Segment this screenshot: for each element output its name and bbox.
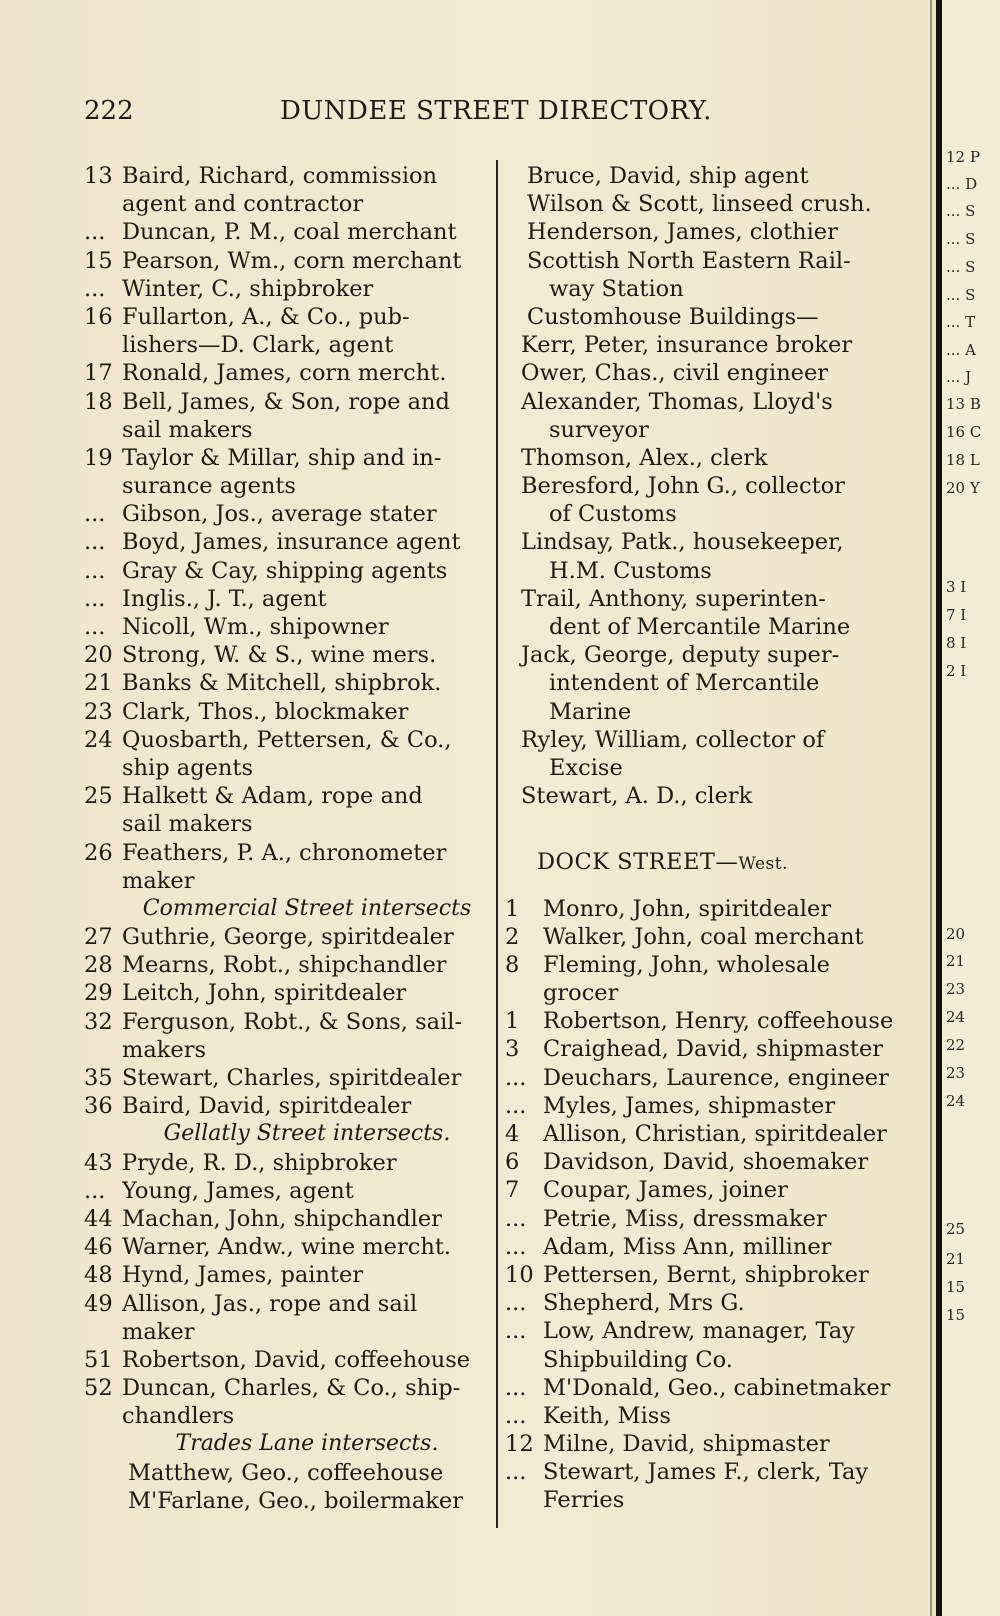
entry-text: Mearns, Robt., shipchandler [122,952,447,979]
entry-line [505,979,905,1007]
entry-text: Feathers, P. A., chronometer [122,839,447,866]
entry-text: Lindsay, Patk., housekeeper, [521,529,844,556]
entry-text: Stewart, James F., clerk, Tay [543,1459,869,1486]
entry-text: grocer [543,980,619,1007]
street-number: ... [84,614,106,640]
entry-line [505,726,905,754]
street-number: ... [84,585,106,612]
entry-text: Warner, Andw., wine mercht. [122,1234,452,1261]
directory-entry [84,1233,492,1261]
edge-fragment: 18 L [946,451,980,469]
directory-entry: M'Farlane, Geo., boilermaker [128,1487,463,1514]
directory-entry [84,669,492,697]
entry-text: Machan, John, shipchandler [122,1205,442,1232]
entry-text: Taylor & Millar, ship and in- [122,444,442,471]
directory-entry [505,1205,905,1233]
directory-entry [505,1007,905,1035]
directory-entry [84,1064,492,1092]
entry-line [84,867,492,895]
directory-entry [505,1092,905,1120]
entry-text: sail makers [122,811,253,838]
directory-entry: Henderson, James, clothier [527,219,838,246]
entry-text: sail makers [122,416,253,443]
directory-entry [505,1374,905,1402]
entry-text: maker [122,1318,195,1345]
street-number: 35 [84,1065,113,1091]
street-number: ... [505,1459,527,1486]
street-number: 16 [84,303,113,330]
entry-text: intendent of Mercantile [549,670,820,697]
street-number: 48 [84,1262,113,1289]
street-number: 17 [84,360,113,387]
entry-text: way Station [549,275,684,302]
entry-line [505,472,905,500]
street-number: ... [505,1290,527,1317]
directory-entry [505,1261,905,1289]
entry-text: Low, Andrew, manager, Tay [543,1318,855,1345]
street-number: 15 [84,247,113,274]
entry-text: Marine [549,698,632,725]
street-number: ... [84,557,106,584]
entry-line [84,1036,492,1064]
entry-text: Gray & Cay, shipping agents [122,557,448,584]
entry-text: Boyd, James, insurance agent [122,529,461,556]
entry-line [505,388,905,416]
directory-entry [84,1261,492,1289]
entry-text: Trail, Anthony, superinten- [521,585,826,612]
street-number: 25 [84,783,113,810]
entry-line [505,669,905,697]
directory-entry [84,528,492,556]
entry-text: lishers—D. Clark, agent [122,332,394,359]
edge-fragment: 13 B [946,395,981,413]
edge-fragment: 21 [946,952,966,970]
directory-entry [84,1346,492,1374]
directory-entry [84,1149,492,1177]
entry-text: Shipbuilding Co. [543,1346,733,1373]
directory-entry [84,1374,492,1402]
street-number: 18 [84,388,113,415]
entry-text: Keith, Miss [543,1402,671,1429]
directory-entry [84,218,492,246]
edge-fragment: 20 Y [946,479,980,497]
entry-line [84,331,492,359]
edge-fragment: 22 [946,1036,966,1054]
entry-text: Jack, George, deputy super- [521,642,840,669]
street-number: 27 [84,924,113,951]
entry-text: Allison, Jas., rope and sail [122,1290,418,1317]
directory-entry [505,1402,905,1430]
directory-entry [84,923,492,951]
directory-entry [505,895,905,923]
street-number: ... [505,1092,527,1119]
directory-entry [505,923,905,951]
entry-text: Deuchars, Laurence, engineer [543,1064,889,1091]
street-number: 43 [84,1149,113,1176]
street-number: 21 [84,670,113,697]
entry-line [84,416,492,444]
entry-line [505,416,905,444]
street-number: ... [84,501,106,528]
edge-fragment: ... S [946,230,976,248]
entry-text: Halkett & Adam, rope and [122,783,423,810]
street-number: 26 [84,839,113,866]
entry-text: Duncan, P. M., coal merchant [122,219,457,246]
entry-text: Leitch, John, spiritdealer [122,980,407,1007]
intersection-note: Gellatly Street intersects. [163,1121,451,1147]
street-number: 6 [505,1149,520,1176]
street-direction: West. [738,854,788,875]
edge-fragment: 8 I [946,634,967,652]
directory-entry [84,979,492,1007]
street-number: 32 [84,1008,113,1035]
entry-text: Pearson, Wm., corn merchant [122,247,462,274]
directory-entry [84,1205,492,1233]
street-number: ... [505,1402,527,1429]
street-number: 19 [84,444,113,471]
entry-line [505,1346,905,1374]
entry-text: dent of Mercantile Marine [549,614,851,640]
street-number: 36 [84,1093,113,1120]
directory-entry [505,1289,905,1317]
entry-text: makers [122,1036,207,1063]
street-number: 20 [84,642,113,669]
entry-line [505,444,905,472]
entry-line [505,500,905,528]
edge-fragment: 24 [946,1008,966,1026]
entry-line [505,557,905,585]
entry-text: Ronald, James, corn mercht. [122,360,447,387]
directory-entry: Matthew, Geo., coffeehouse [128,1459,444,1486]
entry-line [84,810,492,838]
entry-text: Banks & Mitchell, shipbrok. [122,670,442,697]
edge-fragment: 15 [946,1306,966,1324]
entry-text: Walker, John, coal merchant [543,923,864,950]
entry-text: Pettersen, Bernt, shipbroker [543,1261,869,1288]
street-number: 8 [505,951,520,978]
entry-line [84,754,492,782]
entry-text: Baird, David, spiritdealer [122,1093,412,1120]
street-number: ... [84,219,106,246]
street-number: 29 [84,980,113,1007]
entry-text: Gibson, Jos., average stater [122,501,437,528]
entry-text: Hynd, James, painter [122,1262,364,1289]
edge-fragment: 3 I [946,578,967,596]
entry-text: Pryde, R. D., shipbroker [122,1149,397,1176]
edge-fragment: ... J [946,368,972,386]
left-column [84,162,492,1515]
street-number: ... [84,275,106,302]
entry-text: Clark, Thos., blockmaker [122,698,409,725]
entry-line [505,275,905,303]
street-number: 4 [505,1121,520,1147]
directory-entry [84,782,492,810]
entry-line [505,782,905,810]
entry-line [84,190,492,218]
directory-entry: Scottish North Eastern Rail- [527,247,851,274]
edge-fragment: 23 [946,980,966,998]
street-number: 46 [84,1234,113,1261]
entry-text: Quosbarth, Pettersen, & Co., [122,726,452,753]
directory-entry [84,1092,492,1120]
directory-entry [84,613,492,641]
entry-text: Duncan, Charles, & Co., ship- [122,1375,461,1402]
entry-text: Stewart, Charles, spiritdealer [122,1065,462,1091]
street-number: 7 [505,1177,520,1204]
directory-entry [84,303,492,331]
entry-text: Stewart, A. D., clerk [521,783,753,810]
entry-text: ship agents [122,754,254,781]
directory-entry [84,726,492,754]
edge-fragment: 12 P [946,148,980,166]
street-number: 12 [505,1431,534,1458]
directory-entry [84,1008,492,1036]
entry-text: Ryley, William, collector of [521,726,825,753]
entry-line [84,1318,492,1346]
right-column [505,162,905,1515]
entry-line [505,331,905,359]
edge-fragment: 2 I [946,662,967,680]
entry-text: Ower, Chas., civil engineer [521,360,829,387]
directory-entry [84,839,492,867]
entry-line [505,754,905,782]
directory-entry [505,1430,905,1458]
street-number: 51 [84,1346,113,1373]
entry-text: Monro, John, spiritdealer [543,895,832,922]
entry-line [84,1402,492,1430]
street-number: 24 [84,726,113,753]
directory-entry [84,1290,492,1318]
directory-entry [505,1035,905,1063]
street-number: 13 [84,163,113,189]
directory-entry [505,1317,905,1345]
entry-text: Petrie, Miss, dressmaker [543,1205,827,1232]
directory-entry [505,1064,905,1092]
street-number: ... [505,1205,527,1232]
entry-text: Fleming, John, wholesale [543,951,830,978]
street-number: 28 [84,952,113,979]
directory-entry [84,557,492,585]
street-number: ... [505,1064,527,1091]
entry-line [505,585,905,613]
entry-text: Thomson, Alex., clerk [521,444,768,471]
edge-fragment: ... S [946,258,976,276]
street-number: ... [505,1374,527,1401]
intersection-note: Trades Lane intersects. [175,1431,439,1457]
entry-line [505,698,905,726]
directory-entry [84,247,492,275]
edge-fragment: ... D [946,175,978,193]
directory-entry [505,1148,905,1176]
edge-fragment: ... T [946,313,976,331]
entry-text: Kerr, Peter, insurance broker [521,332,853,359]
directory-entry: Wilson & Scott, linseed crush. [527,191,872,218]
entry-text: M'Donald, Geo., cabinetmaker [543,1374,891,1401]
street-number: ... [84,529,106,556]
intersection-note: Commercial Street intersects [142,895,472,921]
street-number: 49 [84,1290,113,1317]
directory-entry [84,444,492,472]
edge-fragment: ... A [946,341,976,359]
entry-text: Craighead, David, shipmaster [543,1036,884,1063]
street-number: 1 [505,1008,520,1035]
entry-text: Coupar, James, joiner [543,1177,788,1204]
entry-text: Nicoll, Wm., shipowner [122,614,389,640]
directory-entry [84,388,492,416]
directory-entry [84,162,492,190]
running-title: DUNDEE STREET DIRECTORY. [280,96,712,126]
entry-text: Fullarton, A., & Co., pub- [122,303,410,330]
directory-entry [84,275,492,303]
gutter-shadow [930,0,932,1616]
edge-fragment: ... S [946,286,976,304]
directory-entry [505,1120,905,1148]
directory-entry [505,1233,905,1261]
directory-entry [84,500,492,528]
street-number: ... [505,1233,527,1260]
entry-text: Ferries [543,1487,625,1514]
directory-entry [505,1458,905,1486]
entry-line [84,472,492,500]
street-number: 52 [84,1375,113,1402]
entry-text: H.M. Customs [549,557,712,584]
directory-entry [84,951,492,979]
entry-text: surveyor [549,416,649,443]
edge-fragment: 7 I [946,606,967,624]
directory-entry [84,698,492,726]
entry-text: Guthrie, George, spiritdealer [122,924,454,951]
entry-text: Allison, Christian, spiritdealer [543,1121,887,1147]
entry-text: Bell, James, & Son, rope and [122,388,450,415]
street-number: 10 [505,1261,534,1288]
entry-text: Inglis., J. T., agent [122,585,327,612]
entry-text: Ferguson, Robt., & Sons, sail- [122,1008,463,1035]
edge-fragment: 24 [946,1092,966,1110]
entry-text: Robertson, Henry, coffeehouse [543,1008,894,1035]
directory-entry [84,641,492,669]
street-number: ... [505,1318,527,1345]
entry-text: Baird, Richard, commission [122,163,438,189]
entry-text: Winter, C., shipbroker [122,275,374,302]
entry-text: Strong, W. & S., wine mers. [122,642,437,669]
street-heading [505,848,905,876]
entry-text: Robertson, David, coffeehouse [122,1346,471,1373]
street-number: ... [84,1177,106,1204]
entry-line [505,528,905,556]
edge-fragment: 16 C [946,423,982,441]
street-number: 44 [84,1205,113,1232]
entry-text: Beresford, John G., collector [521,473,845,500]
entry-text: surance agents [122,473,296,500]
entry-line [505,1486,905,1514]
entry-text: Shepherd, Mrs G. [543,1290,745,1317]
edge-fragment: 21 [946,1250,966,1268]
directory-entry: Customhouse Buildings— [527,303,819,330]
entry-text: of Customs [549,501,677,528]
edge-fragment: ... S [946,202,976,220]
street-number: 2 [505,923,520,950]
street-number: 3 [505,1036,520,1063]
page-header [84,96,724,136]
entry-text: Young, James, agent [122,1177,354,1204]
entry-line [505,641,905,669]
entry-line [505,613,905,641]
entry-text: Excise [549,754,623,781]
directory-entry: Bruce, David, ship agent [527,163,809,189]
entry-text: Milne, David, shipmaster [543,1431,830,1458]
edge-fragment: 25 [946,1220,966,1238]
street-name: DOCK STREET— [537,849,739,876]
entry-line [505,359,905,387]
entry-text: Davidson, David, shoemaker [543,1149,869,1176]
entry-text: agent and contractor [122,191,364,218]
directory-entry [84,1177,492,1205]
edge-fragment: 20 [946,925,966,943]
street-number: 23 [84,698,113,725]
street-number: 1 [505,895,520,922]
entry-text: chandlers [122,1403,235,1430]
directory-entry [505,1176,905,1204]
directory-entry [84,585,492,613]
edge-fragment: 15 [946,1278,966,1296]
directory-entry [505,951,905,979]
edge-fragment: 23 [946,1064,966,1082]
entry-text: Alexander, Thomas, Lloyd's [521,388,833,415]
entry-text: Adam, Miss Ann, milliner [543,1233,832,1260]
entry-text: maker [122,867,195,894]
column-divider [496,160,498,1528]
entry-text: Myles, James, shipmaster [543,1092,836,1119]
page-number: 222 [84,96,134,126]
directory-entry [84,359,492,387]
